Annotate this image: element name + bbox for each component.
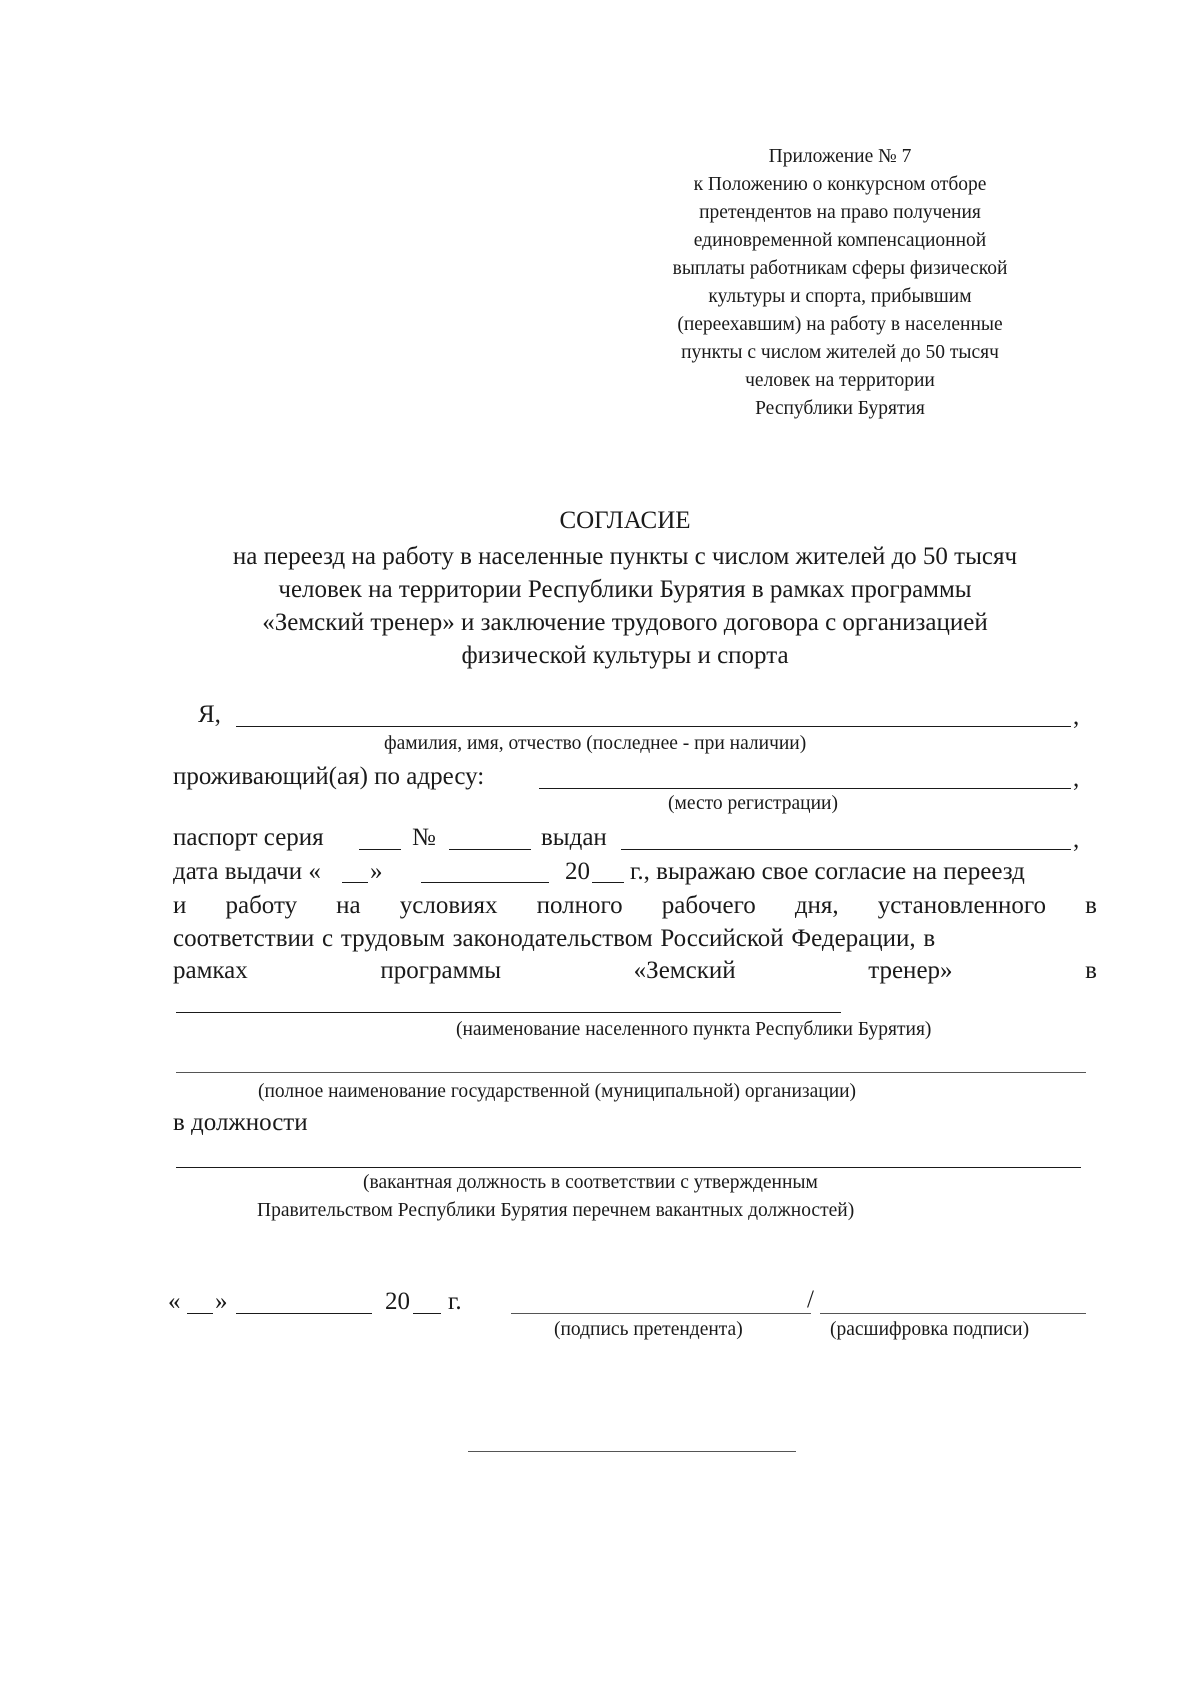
appendix-line: человек на территории <box>745 370 935 391</box>
address-comma: , <box>1073 765 1080 792</box>
body-word: дня, <box>794 892 839 919</box>
appendix-line: выплаты работникам сферы физической <box>672 258 1008 279</box>
sign-day-field[interactable] <box>187 1313 213 1314</box>
sign-date-close: » <box>215 1288 228 1315</box>
body-word: установленного <box>877 892 1047 919</box>
body-word: рабочего <box>661 892 756 919</box>
issue-year-prefix: 20 <box>565 858 590 885</box>
fio-comma: , <box>1073 703 1080 730</box>
sign-year-field[interactable] <box>413 1313 441 1314</box>
document-subtitle <box>160 540 1090 672</box>
body-word: в <box>1085 957 1097 984</box>
issue-month-field[interactable] <box>421 882 549 883</box>
body-word: условиях <box>399 892 498 919</box>
sign-year-suffix: г. <box>448 1288 462 1315</box>
signature-field[interactable] <box>511 1313 811 1314</box>
organization-caption: (полное наименование государственной (муниципальной) организации) <box>258 1081 857 1102</box>
body-word: работу <box>225 892 298 919</box>
i-label: Я, <box>198 701 221 728</box>
signature-slash: / <box>807 1286 814 1313</box>
passport-issuer-field[interactable] <box>621 849 1071 850</box>
settlement-field[interactable] <box>176 1012 841 1013</box>
subtitle-line: на переезд на работу в населенные пункты с числом жителей до 50 тысяч <box>232 543 1018 570</box>
passport-comma: , <box>1073 826 1080 853</box>
vacancy-caption-2: Правительством Республики Бурятия перечнем вакантных должностей) <box>257 1200 855 1221</box>
appendix-header <box>620 143 1060 423</box>
appendix-line: претендентов на право получения <box>699 202 981 223</box>
appendix-line: Республики Бурятия <box>755 398 925 419</box>
appendix-line: культуры и спорта, прибывшим <box>708 286 972 307</box>
passport-number-field[interactable] <box>449 849 531 850</box>
sign-month-field[interactable] <box>236 1313 372 1314</box>
issue-date-label: дата выдачи « <box>173 858 321 885</box>
issue-year-field[interactable] <box>592 882 624 883</box>
passport-number-label: № <box>412 824 436 851</box>
address-label: проживающий(ая) по адресу: <box>173 763 485 790</box>
appendix-line: (переехавшим) на работу в населенные <box>677 314 1003 335</box>
sign-year-prefix: 20 <box>385 1288 410 1315</box>
address-field[interactable] <box>539 788 1071 789</box>
settlement-caption: (наименование населенного пункта Республики Бурятия) <box>456 1019 932 1040</box>
appendix-line: Приложение № 7 <box>768 146 912 167</box>
vacancy-caption-1: (вакантная должность в соответствии с утвержденным <box>363 1172 818 1193</box>
subtitle-line: «Земский тренер» и заключение трудового договора с организацией <box>262 609 988 636</box>
signature-decode-caption: (расшифровка подписи) <box>830 1319 1030 1340</box>
fio-field[interactable] <box>236 726 1071 727</box>
position-field[interactable] <box>176 1167 1081 1168</box>
issue-day-field[interactable] <box>342 882 368 883</box>
body-word: в <box>1085 892 1097 919</box>
appendix-line: пункты с числом жителей до 50 тысяч <box>681 342 999 363</box>
body-word: «Земский <box>633 957 736 984</box>
subtitle-line: физической культуры и спорта <box>461 642 789 669</box>
issue-date-close: » <box>370 858 383 885</box>
signature-caption: (подпись претендента) <box>554 1319 743 1340</box>
body-line-2 <box>173 891 1097 921</box>
body-line-4 <box>173 956 1097 986</box>
body-word: полного <box>536 892 623 919</box>
passport-series-label: паспорт серия <box>173 824 324 851</box>
document-title: СОГЛАСИЕ <box>559 507 691 534</box>
body-line-3: соответствии с трудовым законодательством Российской Федерации, в <box>173 925 936 952</box>
subtitle-line: человек на территории Республики Бурятия в рамках программы <box>278 576 972 603</box>
passport-series-field[interactable] <box>359 849 401 850</box>
address-caption: (место регистрации) <box>668 793 838 814</box>
signature-decode-field[interactable] <box>820 1313 1086 1314</box>
organization-field[interactable] <box>176 1072 1086 1073</box>
passport-issued-label: выдан <box>541 824 607 851</box>
body-word: тренер» <box>868 957 953 984</box>
appendix-line: единовременной компенсационной <box>693 230 987 251</box>
footer-divider <box>468 1451 796 1452</box>
body-word: на <box>336 892 361 919</box>
consent-text: г., выражаю свое согласие на переезд <box>630 858 1025 885</box>
sign-date-open: « <box>168 1288 181 1315</box>
body-word: и <box>173 892 187 919</box>
fio-caption: фамилия, имя, отчество (последнее - при наличии) <box>384 733 807 754</box>
body-word: программы <box>380 957 502 984</box>
position-label: в должности <box>173 1109 308 1136</box>
body-word: рамках <box>173 957 248 984</box>
appendix-line: к Положению о конкурсном отборе <box>693 174 987 195</box>
